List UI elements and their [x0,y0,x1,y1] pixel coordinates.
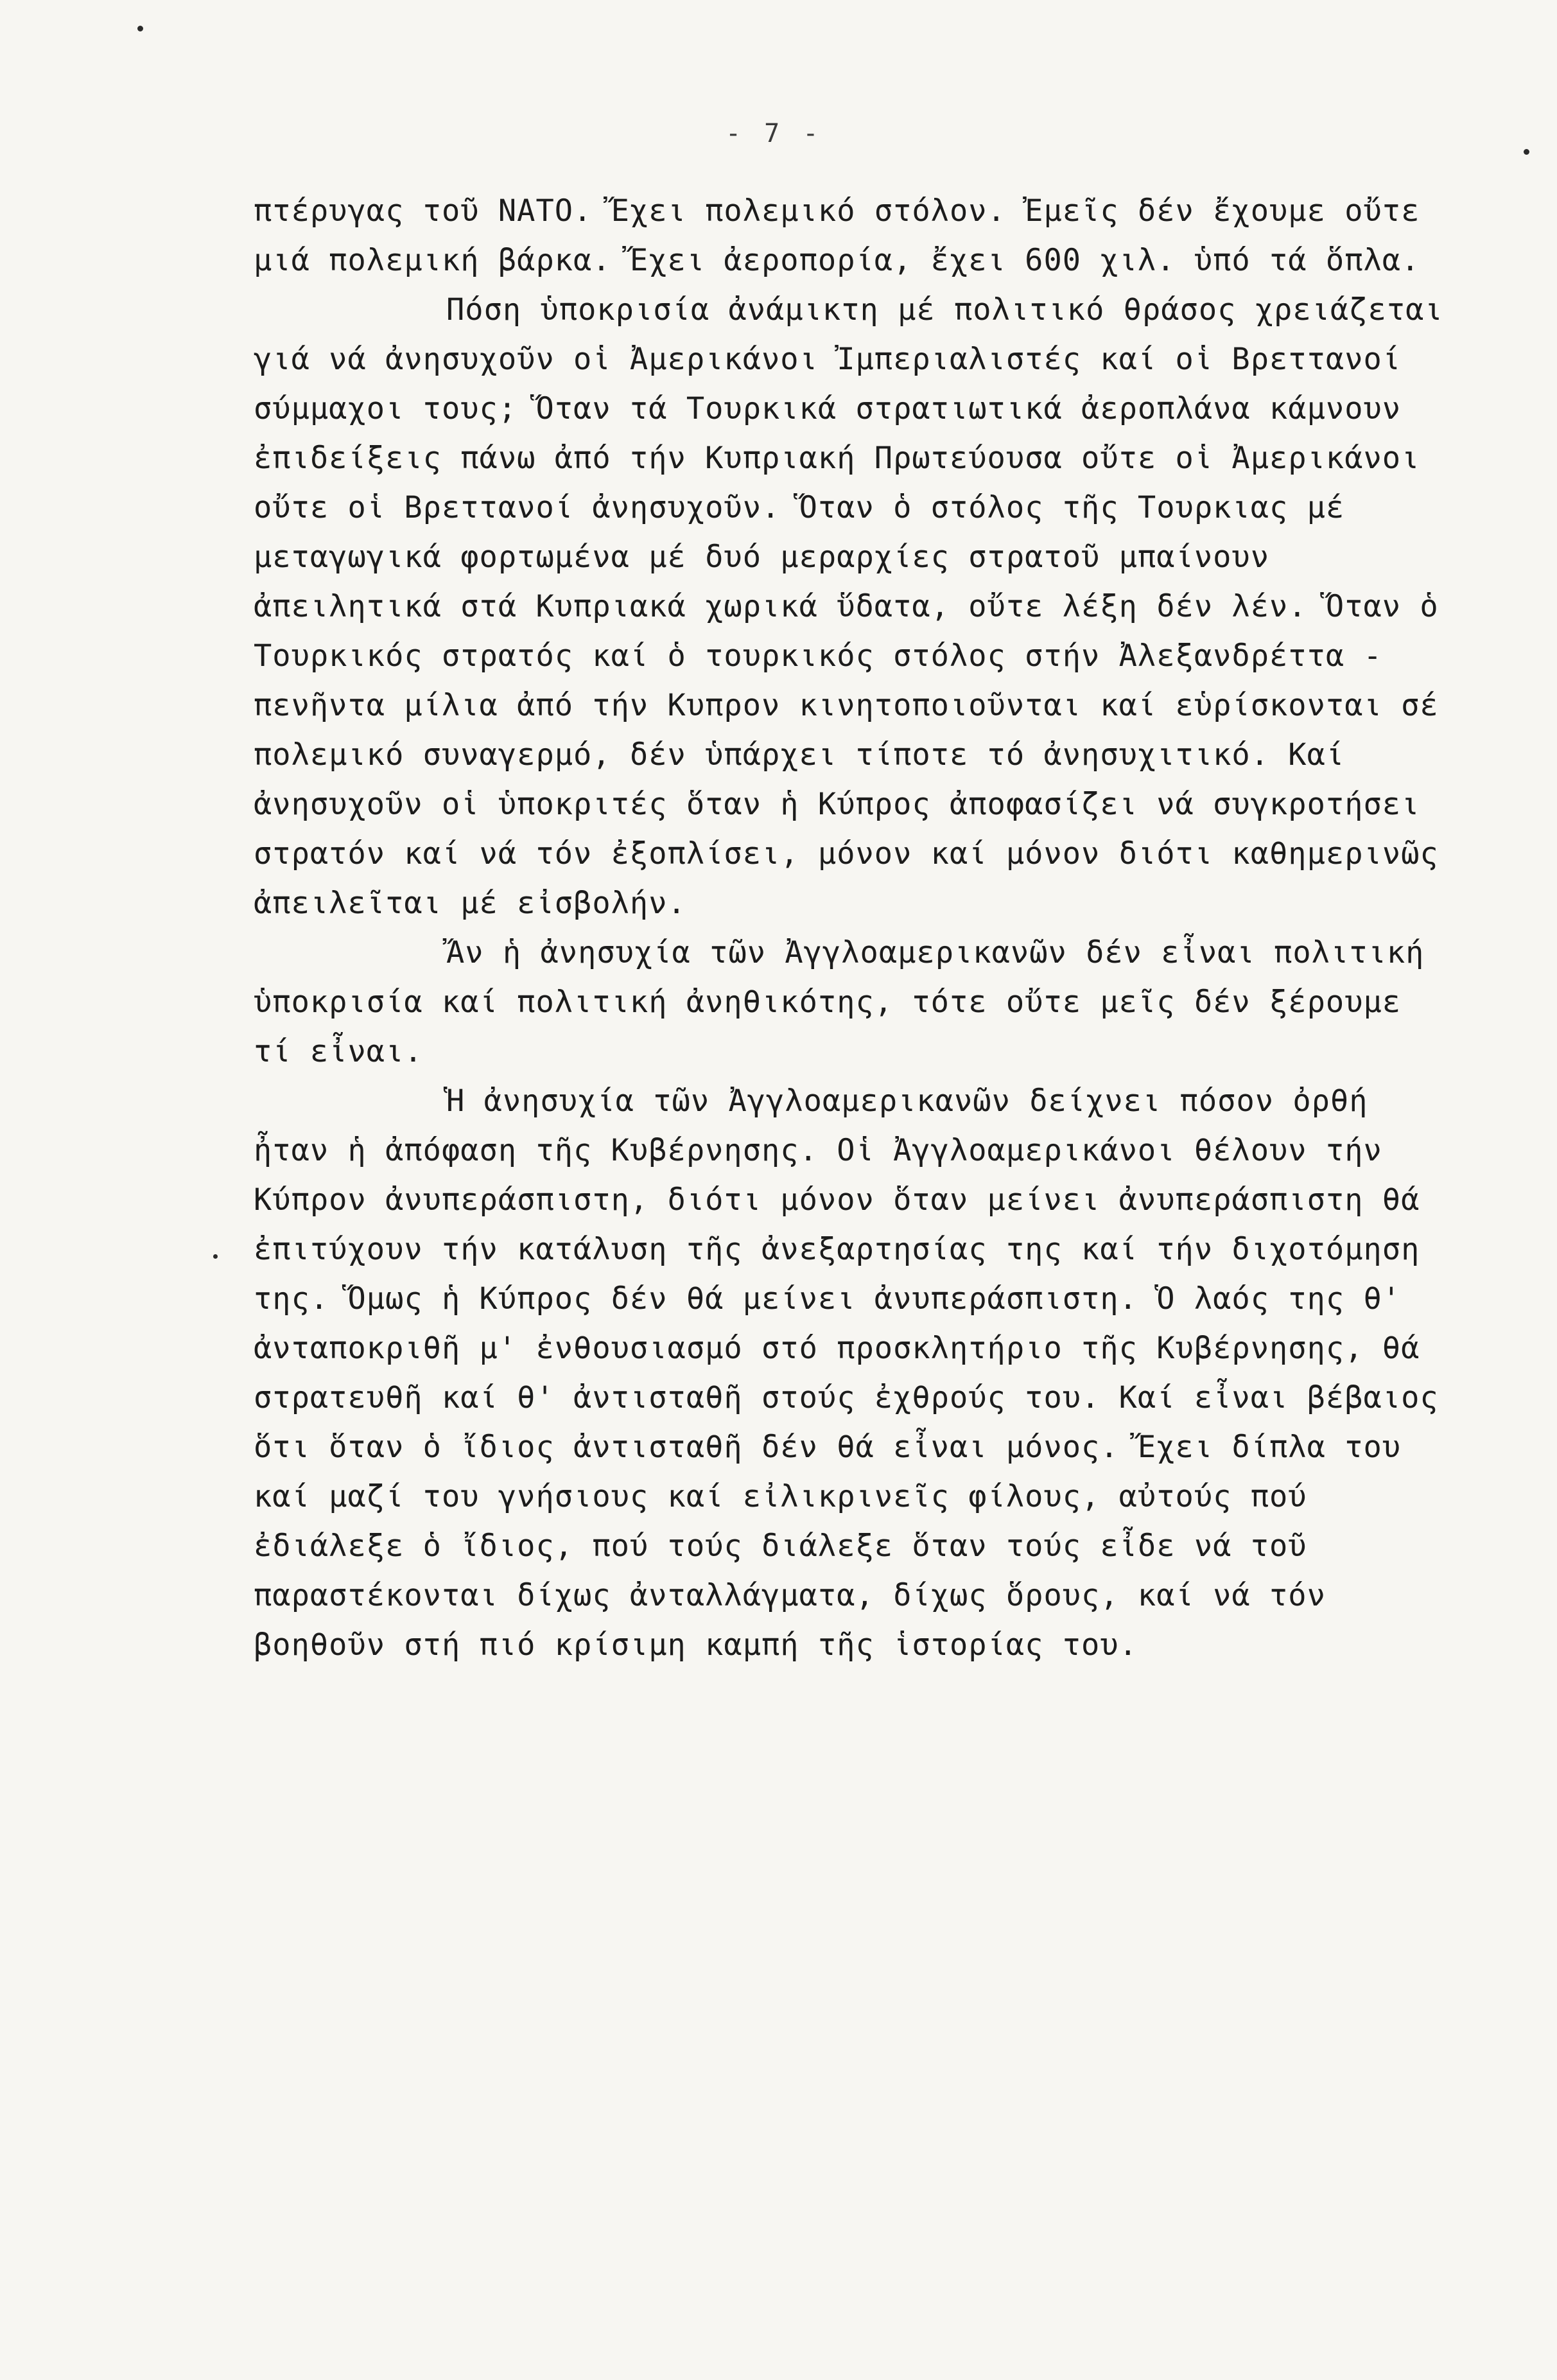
scan-speck [1524,149,1529,155]
page-number: - 7 - [726,119,822,148]
paragraph-3: Ἄν ἡ ἀνησυχία τῶν Ἀγγλοαμερικανῶν δέν εἶναι πολιτική ὑποκρισία καί πολιτική ἀνηθικότης, τότε οὔτε μεῖς δέν ξέρουμε τί εἶναι. [254,935,1425,1069]
paragraph-2: Πόση ὑποκρισία ἀνάμικτη μέ πολιτικό θράσος χρειάζεται γιά νά ἀνησυχοῦν οἱ Ἀμερικάνοι Ἰμπεριαλιστές καί οἱ Βρεττανοί σύμμαχοι τους; Ὅταν τά Τουρκικά στρατιωτικά ἀεροπλάνα κάμνουν ἐπιδείξεις πάνω ἀπό τήν Κυπριακή Πρωτεύουσα οὔτε οἱ Ἀμερικάνοι οὔτε οἱ Βρεττανοί ἀνησυχοῦν. Ὅταν ὁ στόλος τῆς Τουρκιας μέ μεταγωγικά φορτωμένα μέ δυό μεραρχίες στρατοῦ μπαίνουν ἀπειλητικά στά Κυπριακά χωρικά ὕδατα, οὔτε λέξη δέν λέν. Ὅταν ὁ Τουρκικός στρατός καί ὁ τουρκικός στόλος στήν Ἀλεξανδρέττα - πενῆντα μίλια ἀπό τήν Κυπρον κινητοποιοῦνται καί εὑρίσκονται σέ πολεμικό συναγερμό, δέν ὑπάρχει τίποτε τό ἀνησυχιτικό. Καί ἀνησυχοῦν οἱ ὑποκριτές ὅταν ἡ Κύπρος ἀποφασίζει νά συγκροτήσει στρατόν καί νά τόν ἐξοπλίσει, μόνον καί μόνον διότι καθημερινῶς ἀπειλεῖται μέ εἰσβολήν. [254,292,1443,921]
paragraph-1: πτέρυγας τοῦ ΝΑΤΟ. Ἔχει πολεμικό στόλον. Ἐμεῖς δέν ἔχουμε οὔτε μιά πολεμική βάρκα. Ἔχει ἀεροπορία, ἔχει 600 χιλ. ὑπό τά ὅπλα. [254,193,1420,278]
scan-speck [137,26,143,31]
document-body [254,186,1448,1670]
scan-speck [213,1254,218,1259]
paragraph-4: Ἡ ἀνησυχία τῶν Ἀγγλοαμερικανῶν δείχνει πόσον ὀρθή ἦταν ἡ ἀπόφαση τῆς Κυβέρνησης. Οἱ Ἀγγλοαμερικάνοι θέλουν τήν Κύπρον ἀνυπεράσπιστη, διότι μόνον ὅταν μείνει ἀνυπεράσπιστη θά ἐπιτύχουν τήν κατάλυση τῆς ἀνεξαρτησίας της καί τήν διχοτόμηση της. Ὅμως ἡ Κύπρος δέν θά μείνει ἀνυπεράσπιστη. Ὁ λαός της θ' ἀνταποκριθῆ μ' ἐνθουσιασμό στό προσκλητήριο τῆς Κυβέρνησης, θά στρατευθῆ καί θ' ἀντισταθῆ στούς ἐχθρούς του. Καί εἶναι βέβαιος ὅτι ὅταν ὁ ἴδιος ἀντισταθῆ δέν θά εἶναι μόνος. Ἔχει δίπλα του καί μαζί του γνήσιους καί εἰλικρινεῖς φίλους, αὐτούς πού ἐδιάλεξε ὁ ἴδιος, πού τούς διάλεξε ὅταν τούς εἶδε νά τοῦ παραστέκονται δίχως ἀνταλλάγματα, δίχως ὅρους, καί νά τόν βοηθοῦν στή πιό κρίσιμη καμπή τῆς ἱστορίας του. [254,1083,1439,1663]
